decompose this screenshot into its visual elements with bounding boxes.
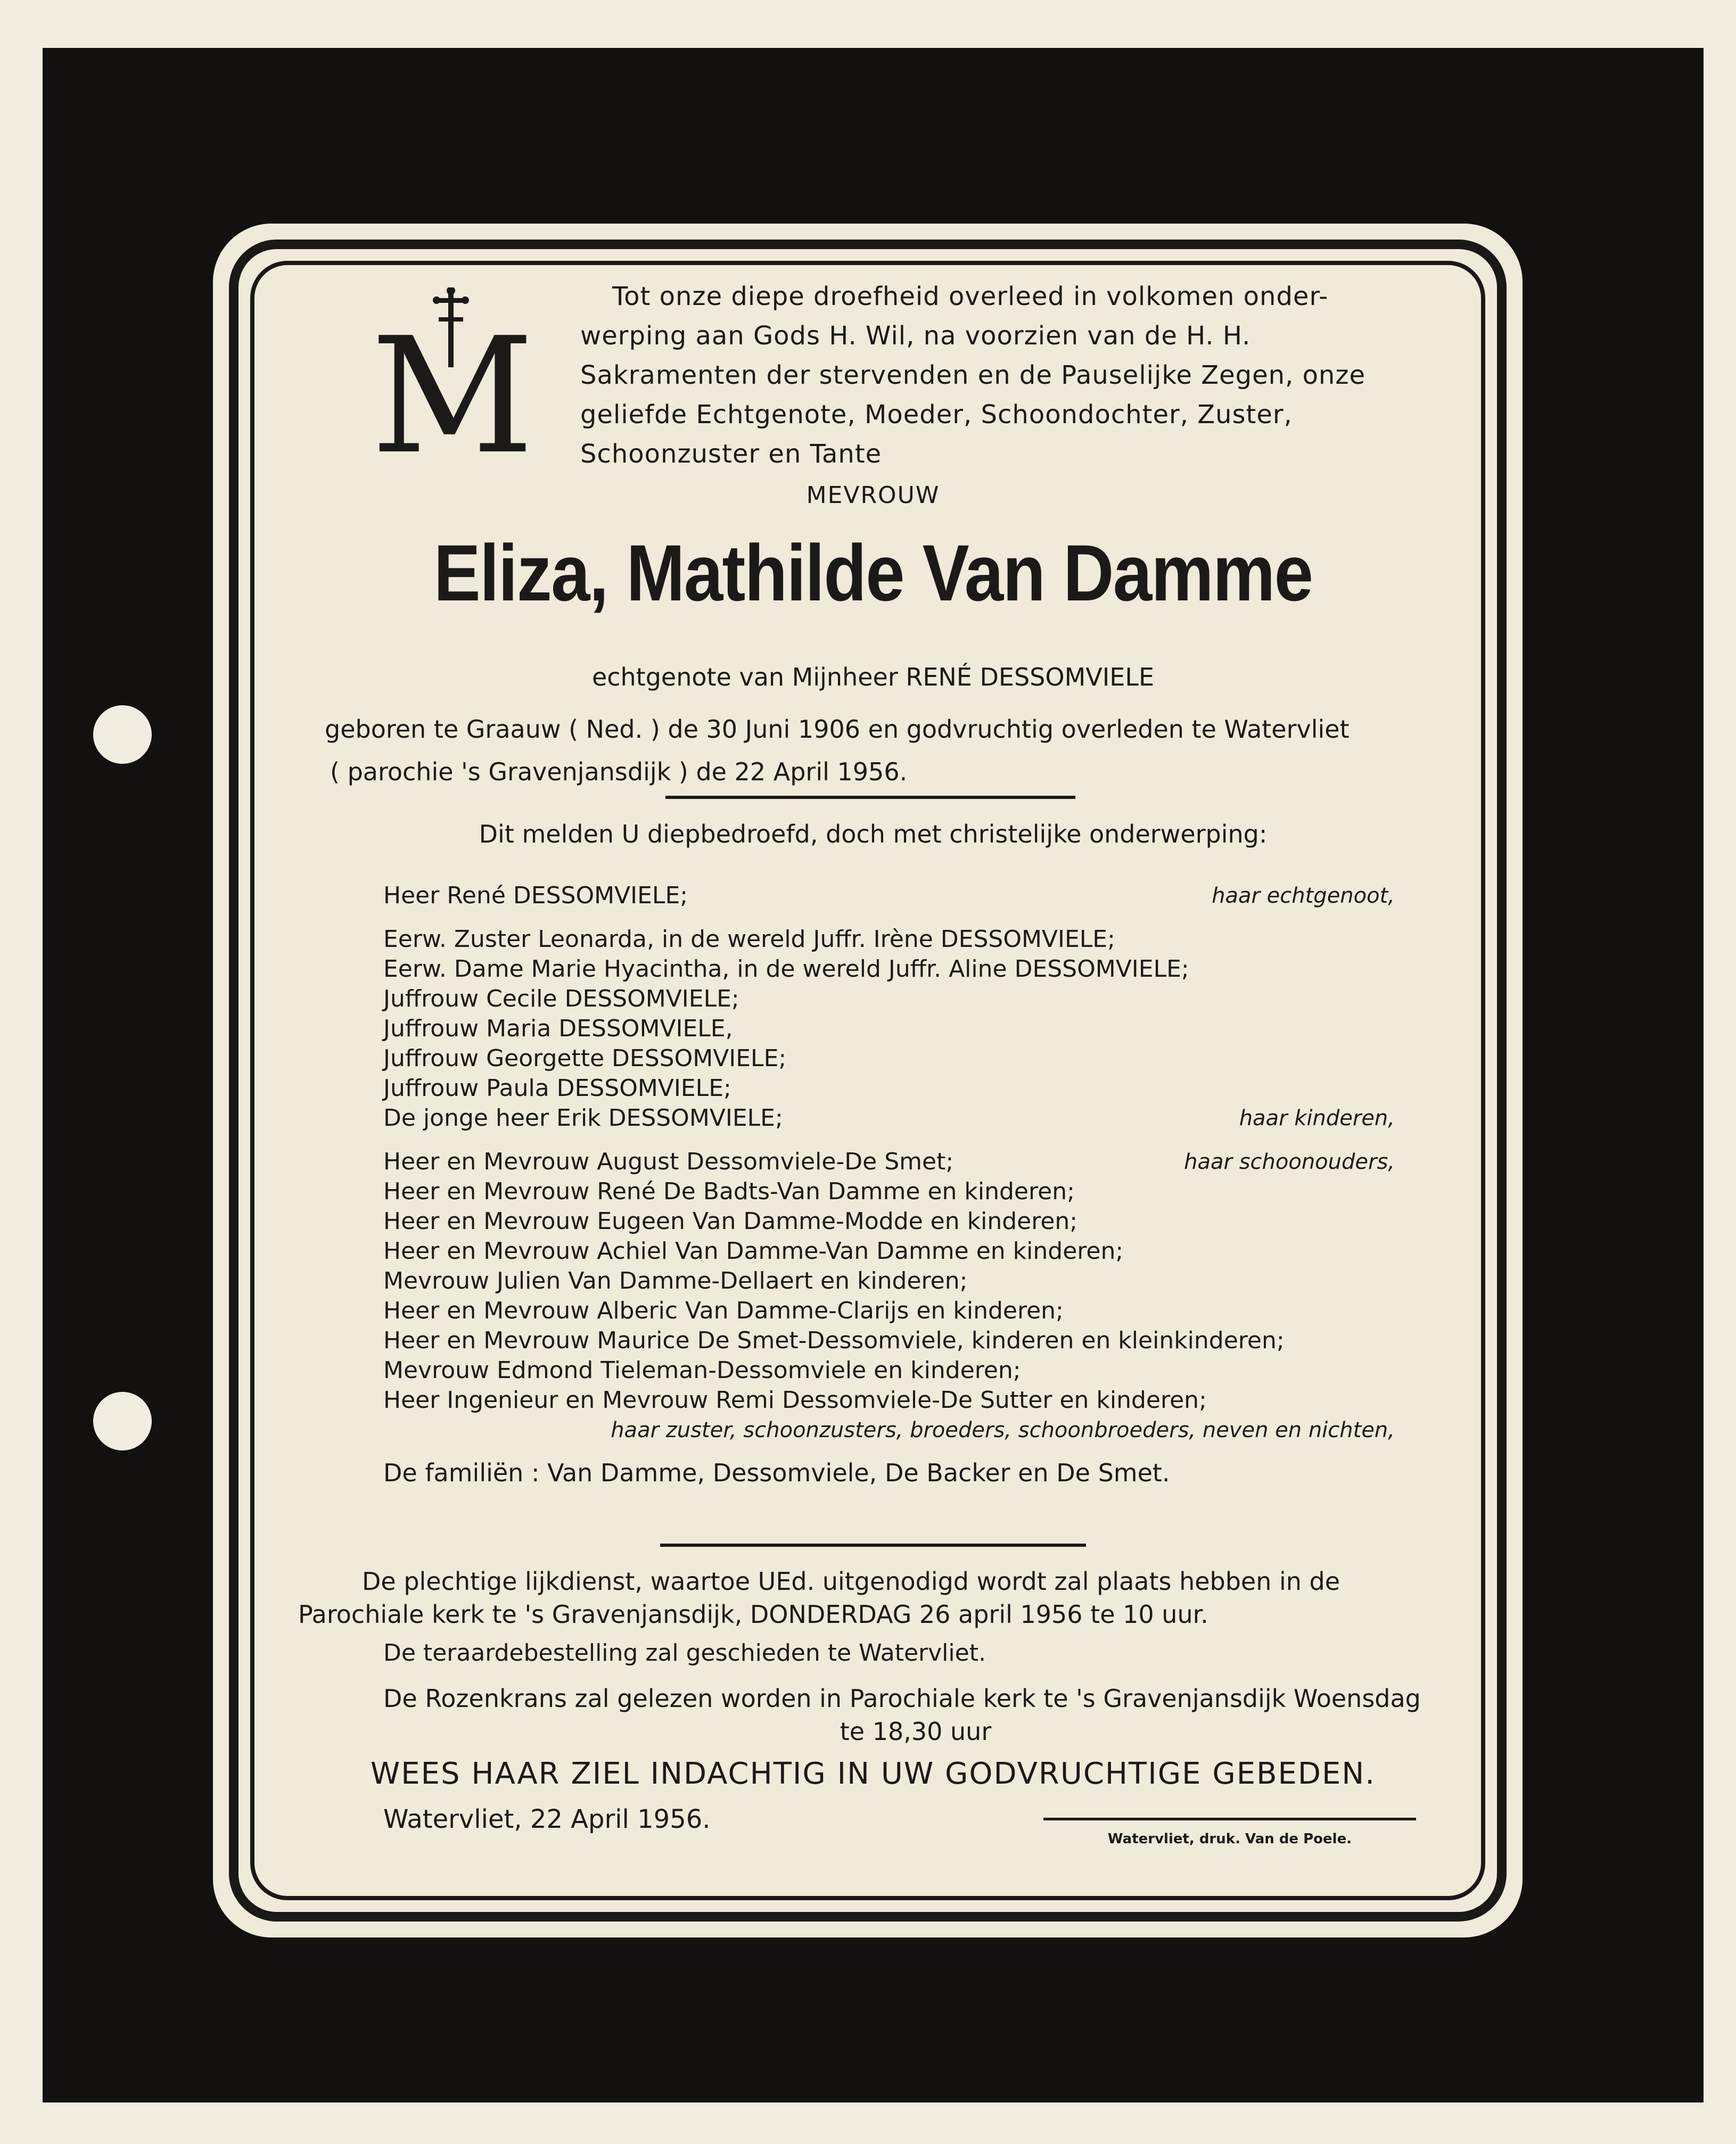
funeral-paragraph [298,1565,1448,1631]
marian-m-cross-icon [367,287,538,458]
intro-paragraph [580,277,1389,474]
rosary-line: te 18,30 uur [840,1717,992,1746]
rosary-paragraph [383,1682,1448,1748]
birth-line: geboren te Graauw ( Ned. ) de 30 Juni 1906 en godvruchtig overleden te Watervliet [325,715,1350,744]
family-member: Heer en Mevrouw René De Badts-Van Damme en kinderen; [383,1178,1075,1205]
divider [1043,1818,1416,1820]
list-item [383,1074,1395,1103]
burial-line: De teraardebestelling zal geschieden te Watervliet. [383,1639,986,1667]
family-role: haar kinderen, [1239,1106,1395,1131]
intro-line: geliefde Echtgenote, Moeder, Schoondochter, Zuster, [580,400,1293,430]
family-member: Mevrouw Edmond Tieleman-Dessomviele en kinderen; [383,1357,1021,1384]
list-item [383,954,1395,984]
family-member: Juffrouw Paula DESSOMVIELE; [383,1075,731,1102]
list-item [383,1147,1395,1177]
families-line: De familiën : Van Damme, Dessomviele, De Backer en De Smet. [383,1458,1170,1487]
funeral-line: Parochiale kerk te 's Gravenjansdijk, DONDERDAG 26 april 1956 te 10 uur. [298,1600,1208,1629]
birth-line: ( parochie 's Gravenjansdijk ) de 22 April 1956. [330,757,908,786]
intro-line: Schoonzuster en Tante [580,439,882,469]
emblem-letter: M [371,303,534,458]
spouse-line: echtgenote van Mijnheer RENÉ DESSOMVIELE [591,663,1155,691]
announcement-line: Dit melden U diepbedroefd, doch met christelijke onderwerping: [479,820,1268,848]
family-member: Heer en Mevrouw Maurice De Smet-Dessomviele, kinderen en kleinkinderen; [383,1327,1285,1354]
funeral-line: De plechtige lijkdienst, waartoe UEd. uitgenodigd wordt zal plaats hebben in de [362,1567,1340,1596]
list-item [383,1326,1395,1356]
family-list [383,881,1395,1489]
punch-hole [93,1392,152,1450]
list-item [383,881,1395,911]
prayer-request: WEES HAAR ZIEL INDACHTIG IN UW GODVRUCHTIGE GEBEDEN. [370,1757,1376,1791]
honorific: MEVROUW [806,482,940,509]
list-item [383,1266,1395,1296]
divider [665,796,1075,799]
divider [660,1544,1086,1547]
list-item [383,1296,1395,1326]
list-item [383,1236,1395,1266]
list-item [383,1356,1395,1386]
family-member: Heer en Mevrouw Alberic Van Damme-Clarijs en kinderen; [383,1297,1064,1324]
family-member: Mevrouw Julien Van Damme-Dellaert en kinderen; [383,1267,968,1294]
family-member: Heer en Mevrouw Achiel Van Damme-Van Damme en kinderen; [383,1238,1124,1265]
family-member: Heer en Mevrouw August Dessomviele-De Smet; [383,1148,954,1175]
punch-hole [93,705,152,764]
family-member: Heer René DESSOMVIELE; [383,882,688,909]
list-item [383,1386,1395,1415]
deceased-name: Eliza, Mathilde Van Damme [433,528,1313,617]
family-member: Juffrouw Georgette DESSOMVIELE; [383,1045,787,1072]
list-item [383,1177,1395,1207]
list-item [383,1207,1395,1236]
intro-line: werping aan Gods H. Wil, na voorzien van de H. H. [580,321,1251,351]
notice-content [298,266,1448,1874]
list-item [383,1044,1395,1074]
list-item [383,1103,1395,1133]
printer-credit: Watervliet, druk. Van de Poele. [1107,1831,1352,1847]
family-role: haar echtgenoot, [1212,884,1395,908]
family-member: Eerw. Dame Marie Hyacintha, in de wereld Juffr. Aline DESSOMVIELE; [383,955,1189,983]
family-member: Juffrouw Maria DESSOMVIELE, [383,1015,733,1042]
list-item [383,1014,1395,1044]
list-item [383,925,1395,954]
family-member: De jonge heer Erik DESSOMVIELE; [383,1104,783,1132]
rosary-line: De Rozenkrans zal gelezen worden in Parochiale kerk te 's Gravenjansdijk Woensdag [383,1684,1421,1713]
family-member: Juffrouw Cecile DESSOMVIELE; [383,985,739,1012]
intro-line: Sakramenten der stervenden en de Pauselijke Zegen, onze [580,360,1366,390]
place-date: Watervliet, 22 April 1956. [383,1804,711,1834]
family-role: haar schoonouders, [1184,1150,1395,1174]
list-item [383,984,1395,1014]
siblings-role: haar zuster, schoonzusters, broeders, schoonbroeders, neven en nichten, [611,1418,1395,1442]
birth-death-paragraph [325,708,1421,793]
family-member: Heer en Mevrouw Eugeen Van Damme-Modde en kinderen; [383,1208,1078,1235]
family-member: Heer Ingenieur en Mevrouw Remi Dessomviele-De Sutter en kinderen; [383,1387,1207,1414]
family-member: Eerw. Zuster Leonarda, in de wereld Juffr. Irène DESSOMVIELE; [383,926,1115,953]
intro-line: Tot onze diepe droefheid overleed in volkomen onder- [612,282,1329,311]
